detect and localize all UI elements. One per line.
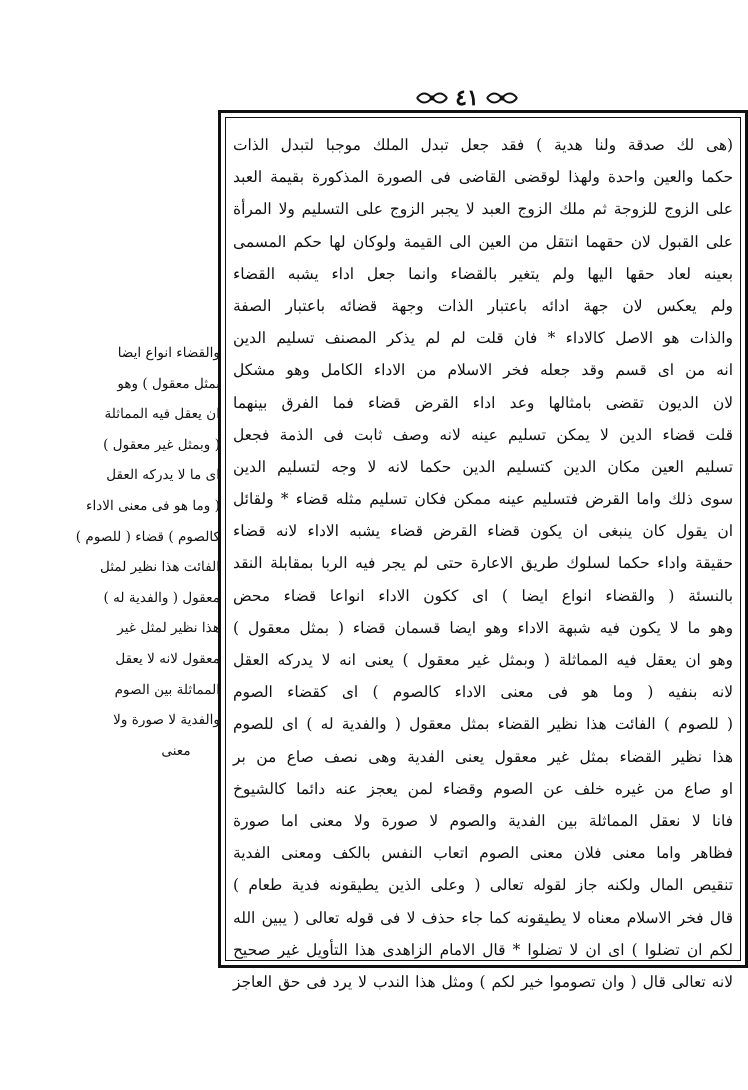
page-number: ٤١ (455, 85, 479, 111)
main-text-frame (218, 110, 748, 991)
main-text-line: لان الديون تقضى بامثالها وعد اداء القرض قضاء فما الفرق بينهما (233, 393, 733, 412)
margin-line: هذا نظير لمثل غير (117, 620, 220, 637)
main-text-line: فانا لا نعقل المماثلة بين الفدية والصوم لا صورة ولا معنى اما صورة (233, 811, 733, 830)
margin-line: والقضاء انواع ايضا (117, 345, 220, 361)
main-text-line: تنقيص المال ولكنه جاز لقوله تعالى ( وعلى الذين يطيقونه فدية طعام ) (233, 876, 733, 895)
margin-line: المماثلة بين الصوم (114, 681, 220, 698)
main-text-line: لانه بنفيه ( وما هو فى معنى الاداء كالصوم ) اى كقضاء الصوم (233, 683, 733, 702)
margin-commentary (75, 338, 220, 766)
ornament-right-icon (485, 87, 519, 109)
main-text-line: سوى ذلك واما القرض فتسليم عينه ممكن فكان تسليم مثله قضاء * ولقائل (233, 490, 733, 509)
margin-line: الفائت هذا نظير لمثل (99, 559, 220, 576)
main-text-line: على الزوج للزوجة ثم ملك الزوج العبد لا يجبر الزوج على التسليم ولا المرأة (233, 200, 733, 219)
margin-line: ( وما هو فى معنى الاداء (86, 497, 220, 514)
main-text-line: بعينه لعاد حقها اليها ولم يتغير بالقضاء وانما جعل اداء يشبه القضاء (233, 264, 733, 283)
main-text-line: وهو ان يعقل فيه المماثلة ( وبمثل غير معقول ) يعنى انه لا يدركه العقل (233, 651, 733, 669)
main-text-line: هذا نظير القضاء بمثل غير معقول يعنى الفدية وهى نصف صاع من بر (233, 747, 733, 766)
main-text-line: ( للصوم ) الفائت هذا نظير القضاء بمثل معقول ( والفدية له ) اى للصوم (233, 715, 733, 734)
margin-line: معنى (161, 742, 191, 759)
main-text-line: لكم ان تضلوا ) اى ان لا تضلوا * قال الامام الزاهدى هذا التأويل غير صحيح (233, 940, 733, 959)
margin-line: بمثل معقول ) وهو (117, 375, 220, 392)
main-text-line: او صاع من غيره خلف عن الصوم وقضاء لمن يعجز عنه دائما كالشيوخ (233, 779, 733, 798)
main-text-line: قال فخر الاسلام معناه لا يطيقونه كما جاء حذف لا فى قوله تعالى ( يبين الله (233, 908, 733, 927)
main-text-line: ولم يعكس لان جهة ادائه باعتبار الذات وجهة قضائه باعتبار الصفة (233, 296, 733, 315)
margin-line: كالصوم ) قضاء ( للصوم ) (75, 528, 220, 545)
main-text-line: (هى لك صدقة ولنا هدية ) فقد جعل تبدل الملك موجبا لتبدل الذات (233, 136, 733, 154)
margin-line: معقول ( والفدية له ) (103, 589, 220, 606)
main-text-block (233, 129, 733, 998)
margin-line: والفدية لا صورة ولا (113, 712, 220, 729)
ornament-left-icon (415, 87, 449, 109)
main-text-line: قلت قضاء الدين لا يمكن تسليم عينه لانه وصف ثابت فى الذمة فجعل (233, 425, 733, 444)
margin-line: معقول لانه لا يعقل (115, 650, 220, 667)
main-text-line: والذات هو الاصل كالاداء * فان قلت لم لم يذكر المصنف تسليم الدين (233, 329, 733, 348)
main-text-line: حكما والعين واحدة ولهذا لوقضى القاضى فى الصورة المذكورة بقيمة العبد (233, 168, 733, 187)
main-text-line: حقيقة واداء حكما لسلوك طريق الاعارة حتى لم يجر فيه الربا بمقابلة النقد (233, 554, 733, 573)
main-text-line: وهو ما لا يكون فيه شبهة الاداء وهو ايضا قسمان قضاء ( بمثل معقول ) (233, 618, 733, 637)
margin-line: ان يعقل فيه المماثلة (104, 406, 220, 423)
main-text-line: انه من اى قسم وقد جعله فخر الاسلام من الاداء الكامل وهو مشكل (233, 361, 733, 380)
main-text-line: تسليم العين مكان الدين كتسليم الدين حكما لانه لا وجه لتسليم الدين (233, 457, 733, 476)
main-text-line: فظاهر واما معنى فلان معنى الصوم اتعاب النفس بالكف ومعنى الفدية (233, 844, 733, 863)
main-text-line: بالنسئة ( والقضاء انواع ايضا ) اى ككون الاداء انواعا قضاء محض (233, 586, 733, 605)
margin-line: اى ما لا يدركه العقل (106, 467, 220, 484)
main-text-line: لانه تعالى قال ( وان تصوموا خير لكم ) ومثل هذا الندب لا يرد فى حق العاجز (233, 972, 733, 991)
main-text-line: على القبول لان حقهما انتقل من العين الى القيمة ولوكان لها حكم المسمى (233, 232, 733, 251)
margin-line: ( وبمثل غير معقول ) (103, 436, 220, 453)
main-text-line: ان يقول كان ينبغى ان يكون قضاء القرض قضاء يشبه الاداء لانه قضاء (233, 522, 733, 541)
